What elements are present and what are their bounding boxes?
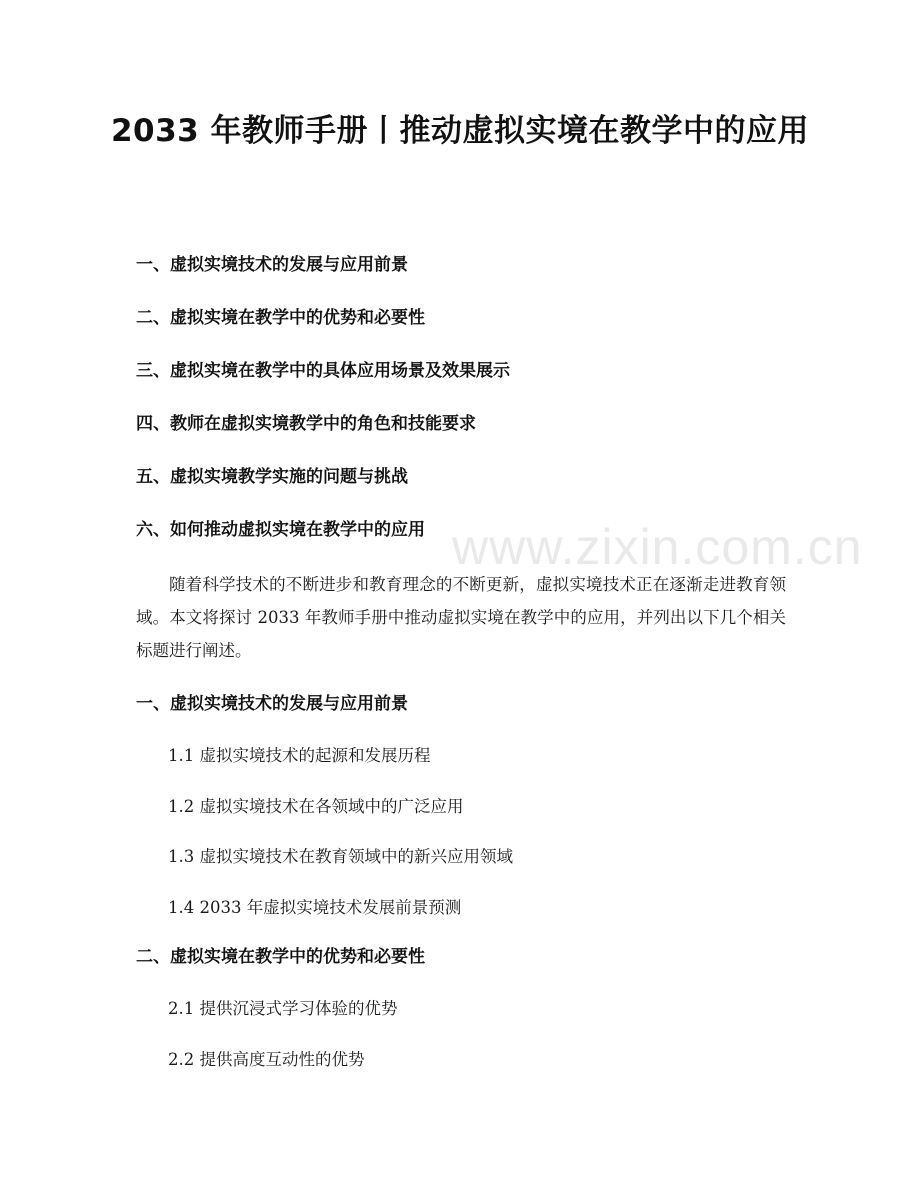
toc-item: 五、虚拟实境教学实施的问题与挑战 bbox=[136, 467, 408, 487]
subsection-item: 1.3 虚拟实境技术在教育领域中的新兴应用领域 bbox=[168, 847, 513, 866]
toc-item: 六、如何推动虚拟实境在教学中的应用 bbox=[136, 520, 425, 540]
subsection-item: 1.2 虚拟实境技术在各领域中的广泛应用 bbox=[168, 796, 464, 816]
subsection-item: 2.1 提供沉浸式学习体验的优势 bbox=[168, 999, 398, 1018]
subsection-list bbox=[168, 994, 788, 1095]
toc-item: 一、虚拟实境技术的发展与应用前景 bbox=[136, 255, 408, 275]
toc-item: 四、教师在虚拟实境教学中的角色和技能要求 bbox=[136, 414, 476, 434]
table-of-contents bbox=[136, 250, 796, 568]
subsection-item: 1.1 虚拟实境技术的起源和发展历程 bbox=[168, 746, 431, 765]
section-heading: 二、虚拟实境在教学中的优势和必要性 bbox=[136, 947, 425, 967]
watermark: www.zixin.com.cn bbox=[452, 519, 863, 575]
subsection-list bbox=[168, 741, 788, 943]
section-heading: 一、虚拟实境技术的发展与应用前景 bbox=[136, 694, 408, 714]
subsection-item: 2.2 提供高度互动性的优势 bbox=[168, 1049, 365, 1069]
toc-item: 三、虚拟实境在教学中的具体应用场景及效果展示 bbox=[136, 361, 510, 381]
intro-paragraph: 随着科学技术的不断进步和教育理念的不断更新，虚拟实境技术正在逐渐走进教育领域。本文将探讨 2033 年教师手册中推动虚拟实境在教学中的应用，并列出以下几个相关标题进行阐述。 bbox=[136, 575, 786, 660]
document-title: 2033 年教师手册丨推动虚拟实境在教学中的应用 bbox=[110, 113, 810, 149]
subsection-item: 1.4 2033 年虚拟实境技术发展前景预测 bbox=[168, 897, 462, 917]
toc-item: 二、虚拟实境在教学中的优势和必要性 bbox=[136, 308, 425, 328]
